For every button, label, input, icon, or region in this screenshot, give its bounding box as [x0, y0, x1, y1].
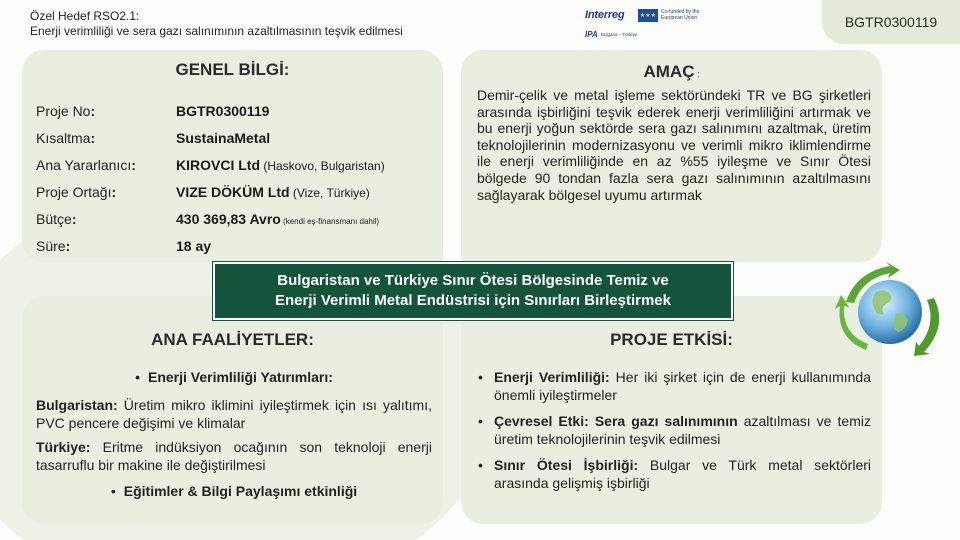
purpose-title: AMAÇ : — [643, 62, 700, 81]
info-row-lead-beneficiary: Ana Yararlanıcı: KIROVCI Ltd (Haskovo, Bulgaristan) — [36, 156, 385, 173]
specific-objective — [30, 9, 403, 39]
project-code-badge: BGTR0300119 — [822, 0, 960, 44]
info-row-acronym: Kısaltma: SustainaMetal — [36, 129, 271, 146]
general-info-card — [22, 50, 443, 262]
activities-card — [22, 296, 443, 524]
programme-logos — [585, 8, 720, 42]
info-row-project-no: Proje No: BGTR0300119 — [36, 102, 270, 119]
info-row-duration: Süre: 18 ay — [36, 237, 212, 254]
activity-bulgaria: Bulgaristan: Üretim mikro iklimini iyileştirmek için ısı yalıtımı, PVC pencere değişimi ve klimalar — [36, 397, 432, 431]
general-info-title: GENEL BİLGİ: — [175, 60, 290, 79]
eu-cofunded-text: Co-funded by the European Union — [661, 9, 700, 21]
banner-line-1: Bulgaristan ve Türkiye Sınır Ötesi Bölgesinde Temiz ve — [277, 272, 669, 289]
impact-item-environment: • Çevresel Etki: Sera gazı salınımının azaltılması ve temiz üretim teknolojilerinin teşvik edilmesi — [478, 413, 871, 447]
purpose-text: Demir-çelik ve metal işleme sektöründeki TR ve BG şirketleri arasında işbirliğini teşvik ederek enerji verimliliğini artırmak ve bu enerji yoğun sektörde sera gazı salınımını azaltmak, üretim teknolojilerinin modernizasyonu ve verimli mikro iklimlendirme ile enerji verimliliğinde en az %55 iyileşme ve Sınır Ötesi bölgede 90 tondan fazla sera gazı salınımının azaltılmasını sağlayarak bölgesel uyumu artırmak — [477, 87, 871, 203]
general-info-table — [36, 97, 436, 259]
objective-description: Enerji verimliliği ve sera gazı salınımının azaltılmasının teşvik edilmesi — [30, 24, 403, 38]
activity-bullet-investments: • Enerji Verimliliği Yatırımları: — [135, 369, 333, 385]
objective-code: Özel Hedef RSO2.1: — [30, 9, 140, 23]
banner-line-2: Enerji Verimli Metal Endüstrisi için Sınırları Birleştirmek — [275, 292, 671, 309]
impact-card — [461, 296, 882, 524]
impact-list — [478, 368, 871, 500]
impact-title: PROJE ETKİSİ: — [610, 330, 733, 349]
activities-title: ANA FAALİYETLER: — [151, 330, 314, 349]
impact-item-energy: • Enerji Verimliliği: Her iki şirket için de enerji kullanımında önemli iyileştirmeler — [478, 369, 871, 403]
activities-content — [36, 368, 432, 510]
project-title-banner — [213, 262, 733, 320]
purpose-card — [461, 50, 882, 262]
ipa-logo: IPA — [585, 30, 598, 39]
impact-item-cooperation: • Sınır Ötesi İşbirliği: Bulgar ve Türk metal sektörleri arasında gelişmiş işbirliği — [478, 457, 871, 491]
interreg-logo: Interreg — [585, 9, 625, 21]
info-row-budget: Bütçe: 430 369,83 Avro (kendi eş-finansmanı dahil) — [36, 210, 380, 227]
info-row-partner: Proje Ortağı: VIZE DÖKÜM Ltd (Vize, Türkiye) — [36, 183, 370, 200]
recycling-globe-icon — [826, 262, 954, 362]
ipa-programme-name: Bulgaria – Türkiye — [601, 32, 638, 37]
activity-turkiye: Türkiye: Eritme indüksiyon ocağının son teknoloji enerji tasarruflu bir makine ile değiştirilmesi — [36, 439, 432, 473]
eu-flag-icon: ★★★ — [638, 9, 658, 22]
activity-bullet-trainings: • Eğitimler & Bilgi Paylaşımı etkinliği — [110, 483, 358, 499]
